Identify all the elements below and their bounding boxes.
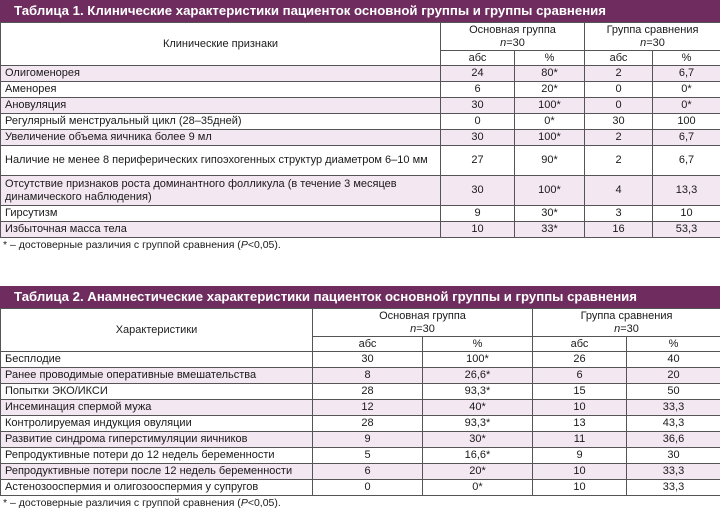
- main-pct-cell: 80*: [515, 66, 585, 82]
- table-1-main-n-value: =30: [506, 36, 525, 49]
- table-2-cmp-n-value: =30: [620, 322, 639, 335]
- table-2-main-pct-header: %: [423, 337, 533, 352]
- main-abs-cell: 10: [441, 222, 515, 238]
- table-1-grid: [0, 22, 720, 238]
- main-pct-cell: 100*: [423, 352, 533, 368]
- cmp-abs-cell: 6: [533, 368, 627, 384]
- table-row: [1, 416, 720, 432]
- table-2-feature-header: Характеристики: [1, 309, 313, 352]
- main-pct-cell: 30*: [423, 432, 533, 448]
- cmp-abs-cell: 16: [585, 222, 653, 238]
- main-abs-cell: 12: [313, 400, 423, 416]
- footnote-p: P: [240, 497, 248, 509]
- cmp-pct-cell: 33,3: [627, 480, 720, 496]
- cmp-abs-cell: 9: [533, 448, 627, 464]
- main-pct-cell: 26,6*: [423, 368, 533, 384]
- footnote-p: P: [240, 239, 248, 251]
- row-label: Ановуляция: [1, 98, 441, 114]
- cmp-pct-cell: 6,7: [653, 130, 720, 146]
- table-2-cmp-group-label: Группа сравнения: [580, 309, 673, 322]
- row-label: Увеличение объема яичника более 9 мл: [1, 130, 441, 146]
- row-label: Контролируемая индукция овуляции: [1, 416, 313, 432]
- main-pct-cell: 33*: [515, 222, 585, 238]
- table-row: [1, 222, 720, 238]
- table-1-main-n-label: n: [500, 36, 507, 49]
- main-abs-cell: 28: [313, 416, 423, 432]
- main-pct-cell: 100*: [515, 130, 585, 146]
- main-abs-cell: 30: [313, 352, 423, 368]
- main-abs-cell: 9: [441, 206, 515, 222]
- table-1-main-abs-header: абс: [441, 51, 515, 66]
- cmp-abs-cell: 2: [585, 66, 653, 82]
- main-abs-cell: 30: [441, 130, 515, 146]
- table-2-main-group-header: [313, 309, 533, 337]
- table-row: [1, 480, 720, 496]
- main-abs-cell: 9: [313, 432, 423, 448]
- table-1-main-group-label: Основная группа: [469, 23, 556, 36]
- main-abs-cell: 30: [441, 98, 515, 114]
- table-row: [1, 66, 720, 82]
- table-1-cmp-n-value: =30: [646, 36, 665, 49]
- main-pct-cell: 40*: [423, 400, 533, 416]
- table-2-cmp-n-label: n: [614, 322, 621, 335]
- cmp-abs-cell: 0: [585, 98, 653, 114]
- main-pct-cell: 93,3*: [423, 416, 533, 432]
- table-2-main-group-label: Основная группа: [379, 309, 466, 322]
- row-label: Ранее проводимые оперативные вмешательства: [1, 368, 313, 384]
- row-label: Аменорея: [1, 82, 441, 98]
- main-pct-cell: 20*: [515, 82, 585, 98]
- table-row: [1, 448, 720, 464]
- cmp-pct-cell: 0*: [653, 98, 720, 114]
- table-1: [0, 0, 720, 254]
- table-1-cmp-pct-header: %: [653, 51, 720, 66]
- cmp-pct-cell: 36,6: [627, 432, 720, 448]
- main-pct-cell: 93,3*: [423, 384, 533, 400]
- table-row: [1, 206, 720, 222]
- cmp-pct-cell: 100: [653, 114, 720, 130]
- table-row: [1, 400, 720, 416]
- cmp-abs-cell: 30: [585, 114, 653, 130]
- table-row: [1, 384, 720, 400]
- cmp-pct-cell: 6,7: [653, 146, 720, 176]
- cmp-abs-cell: 2: [585, 146, 653, 176]
- table-2-cmp-abs-header: абс: [533, 337, 627, 352]
- main-abs-cell: 0: [313, 480, 423, 496]
- footnote-text-end: <0,05).: [247, 239, 281, 251]
- cmp-abs-cell: 13: [533, 416, 627, 432]
- table-row: [1, 82, 720, 98]
- table-1-main-pct-header: %: [515, 51, 585, 66]
- row-label: Олигоменорея: [1, 66, 441, 82]
- main-pct-cell: 0*: [515, 114, 585, 130]
- cmp-abs-cell: 10: [533, 400, 627, 416]
- footnote-text: * – достоверные различия с группой сравнения (: [3, 497, 241, 509]
- table-row: [1, 146, 720, 176]
- cmp-pct-cell: 33,3: [627, 464, 720, 480]
- cmp-pct-cell: 13,3: [653, 176, 720, 206]
- table-1-title: Таблица 1. Клинические характеристики пациенток основной группы и группы сравнения: [0, 0, 720, 22]
- row-label: Инсеминация спермой мужа: [1, 400, 313, 416]
- row-label: Репродуктивные потери до 12 недель беременности: [1, 448, 313, 464]
- cmp-pct-cell: 6,7: [653, 66, 720, 82]
- table-1-cmp-n-label: n: [640, 36, 647, 49]
- table-2: [0, 286, 720, 512]
- cmp-abs-cell: 10: [533, 480, 627, 496]
- table-2-cmp-group-header: [533, 309, 720, 337]
- table-2-main-abs-header: абс: [313, 337, 423, 352]
- cmp-abs-cell: 2: [585, 130, 653, 146]
- cmp-abs-cell: 10: [533, 464, 627, 480]
- table-row: [1, 368, 720, 384]
- main-pct-cell: 30*: [515, 206, 585, 222]
- table-2-grid: [0, 308, 720, 496]
- table-1-main-group-header: [441, 23, 585, 51]
- main-abs-cell: 28: [313, 384, 423, 400]
- main-pct-cell: 0*: [423, 480, 533, 496]
- main-abs-cell: 30: [441, 176, 515, 206]
- footnote-text-end: <0,05).: [247, 497, 281, 509]
- table-1-cmp-group-header: [585, 23, 720, 51]
- table-1-feature-header: Клинические признаки: [1, 23, 441, 66]
- main-pct-cell: 20*: [423, 464, 533, 480]
- cmp-pct-cell: 30: [627, 448, 720, 464]
- cmp-abs-cell: 0: [585, 82, 653, 98]
- table-2-footnote: [0, 496, 720, 512]
- row-label: Развитие синдрома гиперстимуляции яичников: [1, 432, 313, 448]
- cmp-pct-cell: 53,3: [653, 222, 720, 238]
- main-abs-cell: 5: [313, 448, 423, 464]
- main-pct-cell: 100*: [515, 176, 585, 206]
- cmp-abs-cell: 26: [533, 352, 627, 368]
- row-label: Регулярный менструальный цикл (28–35дней): [1, 114, 441, 130]
- main-pct-cell: 100*: [515, 98, 585, 114]
- table-1-cmp-group-label: Группа сравнения: [606, 23, 699, 36]
- table-1-cmp-abs-header: абс: [585, 51, 653, 66]
- main-pct-cell: 16,6*: [423, 448, 533, 464]
- table-row: [1, 114, 720, 130]
- table-row: [1, 130, 720, 146]
- footnote-text: * – достоверные различия с группой сравнения (: [3, 239, 241, 251]
- main-pct-cell: 90*: [515, 146, 585, 176]
- cmp-pct-cell: 43,3: [627, 416, 720, 432]
- row-label: Бесплодие: [1, 352, 313, 368]
- row-label: Астенозооспермия и олигозооспермия у супругов: [1, 480, 313, 496]
- main-abs-cell: 6: [313, 464, 423, 480]
- row-label: Попытки ЭКО/ИКСИ: [1, 384, 313, 400]
- table-2-cmp-pct-header: %: [627, 337, 720, 352]
- table-2-title: Таблица 2. Анамнестические характеристики пациенток основной группы и группы сравнения: [0, 286, 720, 308]
- table-row: [1, 352, 720, 368]
- row-label: Гирсутизм: [1, 206, 441, 222]
- cmp-abs-cell: 3: [585, 206, 653, 222]
- cmp-pct-cell: 20: [627, 368, 720, 384]
- cmp-pct-cell: 50: [627, 384, 720, 400]
- row-label: Репродуктивные потери после 12 недель беременности: [1, 464, 313, 480]
- cmp-abs-cell: 4: [585, 176, 653, 206]
- row-label: Избыточная масса тела: [1, 222, 441, 238]
- main-abs-cell: 27: [441, 146, 515, 176]
- main-abs-cell: 0: [441, 114, 515, 130]
- cmp-pct-cell: 40: [627, 352, 720, 368]
- table-2-main-n-label: n: [410, 322, 417, 335]
- cmp-pct-cell: 0*: [653, 82, 720, 98]
- cmp-abs-cell: 11: [533, 432, 627, 448]
- table-row: [1, 98, 720, 114]
- cmp-pct-cell: 33,3: [627, 400, 720, 416]
- table-row: [1, 432, 720, 448]
- cmp-pct-cell: 10: [653, 206, 720, 222]
- table-1-footnote: [0, 238, 720, 254]
- main-abs-cell: 6: [441, 82, 515, 98]
- table-2-main-n-value: =30: [416, 322, 435, 335]
- row-label: Наличие не менее 8 периферических гипоэхогенных структур диаметром 6–10 мм: [1, 146, 441, 176]
- table-row: [1, 464, 720, 480]
- row-label: Отсутствие признаков роста доминантного фолликула (в течение 3 месяцев динамического наблюдения): [1, 176, 441, 206]
- table-row: [1, 176, 720, 206]
- main-abs-cell: 8: [313, 368, 423, 384]
- cmp-abs-cell: 15: [533, 384, 627, 400]
- main-abs-cell: 24: [441, 66, 515, 82]
